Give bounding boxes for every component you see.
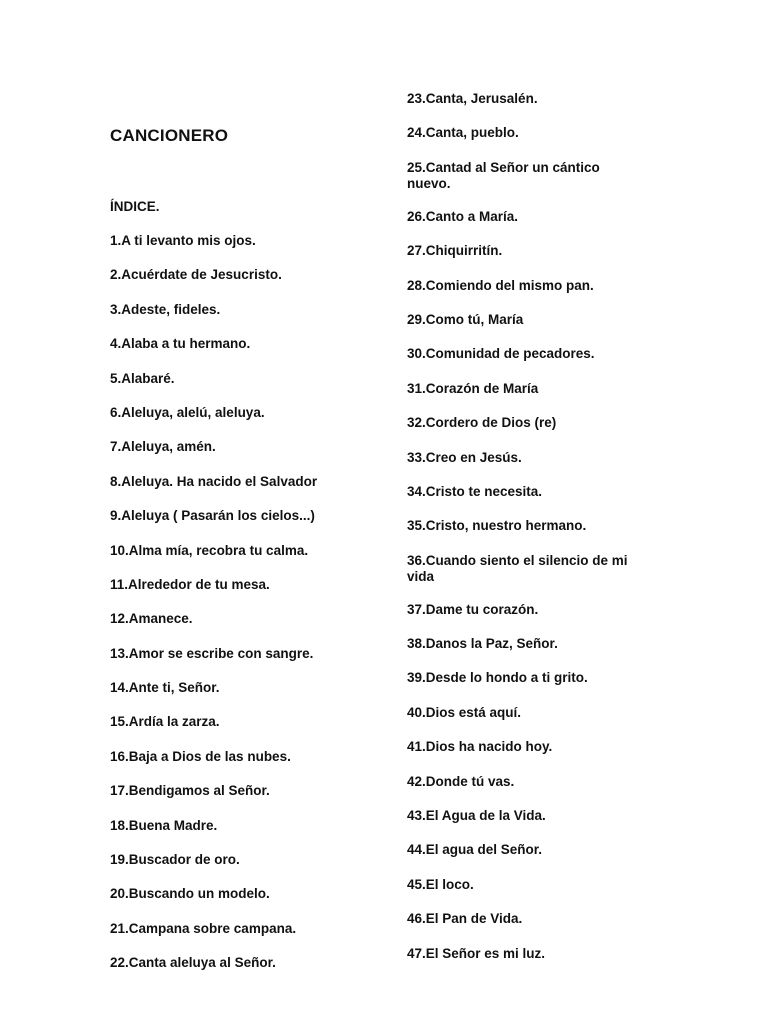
index-entry: 14.Ante ti, Señor.	[110, 680, 220, 696]
index-entry: 8.Aleluya. Ha nacido el Salvador	[110, 473, 318, 489]
index-entry: 2.Acuérdate de Jesucristo.	[110, 267, 282, 283]
index-entry: 45.El loco.	[407, 876, 474, 892]
index-entry: 5.Alabaré.	[110, 370, 175, 386]
index-entry: 19.Buscador de oro.	[110, 852, 240, 868]
index-entry: 27.Chiquirritín.	[407, 243, 503, 259]
index-entry: 33.Creo en Jesús.	[407, 449, 522, 465]
index-entry: 25.Cantad al Señor un cántico nuevo.	[407, 159, 600, 191]
index-entry: 20.Buscando un modelo.	[110, 886, 270, 902]
index-entry: 38.Danos la Paz, Señor.	[407, 636, 558, 652]
document-title: CANCIONERO	[110, 126, 229, 145]
index-entry: 31.Corazón de María	[407, 380, 539, 396]
index-entry: 10.Alma mía, recobra tu calma.	[110, 542, 309, 558]
index-entry: 3.Adeste, fideles.	[110, 301, 221, 317]
index-entry: 28.Comiendo del mismo pan.	[407, 277, 594, 293]
index-entry: 29.Como tú, María	[407, 311, 524, 327]
index-heading: ÍNDICE.	[110, 199, 160, 214]
index-entry: 4.Alaba a tu hermano.	[110, 336, 251, 352]
index-entry: 18.Buena Madre.	[110, 817, 218, 833]
index-entry: 21.Campana sobre campana.	[110, 920, 297, 936]
index-entry: 13.Amor se escribe con sangre.	[110, 645, 314, 661]
index-list-left	[110, 233, 350, 990]
index-entry: 15.Ardía la zarza.	[110, 714, 220, 730]
index-entry: 9.Aleluya ( Pasarán los cielos...)	[110, 508, 315, 524]
index-entry: 47.El Señor es mi luz.	[407, 945, 546, 961]
index-entry: 32.Cordero de Dios (re)	[407, 415, 557, 431]
index-entry: 39.Desde lo hondo a ti grito.	[407, 670, 588, 686]
index-entry: 6.Aleluya, alelú, aleluya.	[110, 404, 265, 420]
index-entry: 41.Dios ha nacido hoy.	[407, 739, 553, 755]
index-entry: 23.Canta, Jerusalén.	[407, 91, 538, 106]
index-entry: 11.Alrededor de tu mesa.	[110, 576, 270, 592]
index-entry: 24.Canta, pueblo.	[407, 125, 519, 141]
index-entry: 43.El Agua de la Vida.	[407, 808, 546, 824]
index-entry: 1.A ti levanto mis ojos.	[110, 233, 256, 248]
index-entry: 42.Donde tú vas.	[407, 773, 515, 789]
index-entry: 12.Amanece.	[110, 611, 193, 627]
index-entry: 40.Dios está aquí.	[407, 704, 522, 720]
index-entry: 37.Dame tu corazón.	[407, 601, 539, 617]
index-entry: 22.Canta aleluya al Señor.	[110, 955, 276, 971]
index-entry: 36.Cuando siento el silencio de mi vida	[407, 552, 628, 584]
index-entry: 26.Canto a María.	[407, 208, 519, 224]
index-entry: 7.Aleluya, amén.	[110, 439, 216, 455]
index-entry: 35.Cristo, nuestro hermano.	[407, 518, 587, 534]
index-entry: 17.Bendigamos al Señor.	[110, 783, 270, 799]
index-list-right	[407, 91, 647, 980]
index-entry: 30.Comunidad de pecadores.	[407, 346, 595, 362]
index-entry: 16.Baja a Dios de las nubes.	[110, 748, 291, 764]
index-entry: 46.El Pan de Vida.	[407, 911, 523, 927]
index-entry: 34.Cristo te necesita.	[407, 483, 543, 499]
index-entry: 44.El agua del Señor.	[407, 842, 543, 858]
